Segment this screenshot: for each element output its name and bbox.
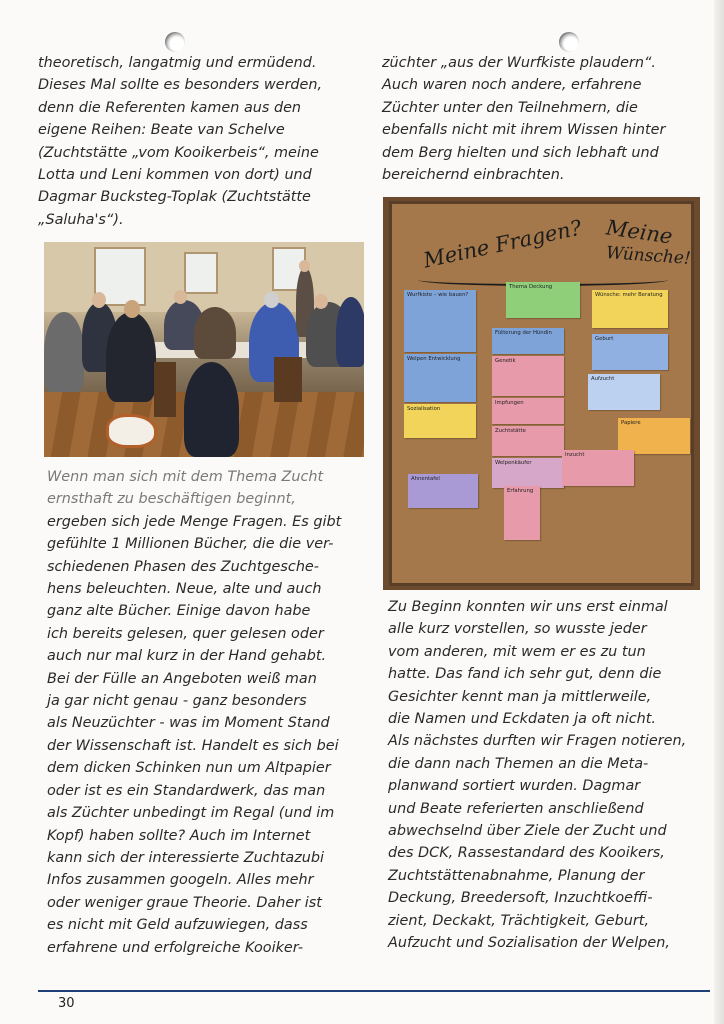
text-line: dem dicken Schinken nun um Altpapier xyxy=(47,760,331,777)
text-line: Dagmar Bucksteg-Toplak (Zuchtstätte xyxy=(38,189,311,206)
text-line: die dann nach Themen an die Meta- xyxy=(388,755,649,772)
photo-dog xyxy=(106,414,157,448)
photo-person xyxy=(194,307,236,359)
text-line: Aufzucht und Sozialisation der Welpen, xyxy=(388,935,670,952)
text-line: Auch waren noch andere, erfahrene xyxy=(382,77,642,94)
text-line: Deckung, Breedersoft, Inzuchtkoeffi- xyxy=(388,890,653,907)
text-line: ganz alte Bücher. Einige davon habe xyxy=(47,603,311,620)
text-line: Zuchtstättenabnahme, Planung der xyxy=(388,867,645,884)
photo-head xyxy=(174,290,187,304)
board-card: Erfahrung xyxy=(504,486,540,540)
text-line: und Beate referierten anschließend xyxy=(388,800,644,817)
board-title-wishes-1: Meine xyxy=(604,215,674,249)
text-line: zient, Deckakt, Trächtigkeit, Geburt, xyxy=(388,912,650,929)
column-right-top xyxy=(382,52,697,186)
text-line: „Saluha's“). xyxy=(38,211,124,228)
text-line: ernsthaft zu beschäftigen beginnt, xyxy=(47,491,296,508)
board-card: Wurfkiste – wie bauen? xyxy=(404,290,476,352)
photo-person xyxy=(106,312,156,402)
text-line: die Namen und Eckdaten ja oft nicht. xyxy=(388,711,656,728)
text-line: Dieses Mal sollte es besonders werden, xyxy=(38,77,323,94)
text-line: Lotta und Leni kommen von dort) und xyxy=(38,167,312,184)
text-line: abwechselnd über Ziele der Zucht und xyxy=(388,823,667,840)
metaplan-board xyxy=(389,201,694,586)
text-line: gefühlte 1 Millionen Bücher, die die ver- xyxy=(47,536,334,553)
text-line: Züchter unter den Teilnehmern, die xyxy=(382,99,638,116)
board-card: Ahnentafel xyxy=(408,474,478,508)
text-line: denn die Referenten kamen aus den xyxy=(38,99,302,116)
text-line: Infos zusammen googeln. Alles mehr xyxy=(47,872,314,889)
board-card: Aufzucht xyxy=(588,374,660,410)
text-line: alle kurz vorstellen, so wusste jeder xyxy=(388,621,647,638)
board-card: Zuchtstätte xyxy=(492,426,564,456)
text-line: ebenfalls nicht mit ihrem Wissen hinter xyxy=(382,122,666,139)
text-line: planwand sortiert wurden. Dagmar xyxy=(388,778,641,795)
photo-person xyxy=(184,362,239,457)
text-line: (Zuchtstätte „vom Kooikerbeis“, meine xyxy=(38,144,319,161)
text-line: kann sich der interessierte Zuchtazubi xyxy=(47,849,325,866)
board-card: Papiere xyxy=(618,418,690,454)
text-line: dem Berg hielten und sich lebhaft und xyxy=(382,144,659,161)
column-left-top xyxy=(38,52,362,231)
text-line: Bei der Fülle an Angeboten weiß man xyxy=(47,670,317,687)
seminar-room-photo xyxy=(44,242,364,457)
text-line: der Wissenschaft ist. Handelt es sich bei xyxy=(47,737,339,754)
board-card: Impfungen xyxy=(492,398,564,424)
board-title-wishes-2: Wünsche! xyxy=(605,243,692,269)
text-line: oder ist es ein Standardwerk, das man xyxy=(47,782,326,799)
text-line: bereichernd einbrachten. xyxy=(382,167,565,184)
photo-person xyxy=(336,297,364,367)
board-card: Thema Deckung xyxy=(506,282,580,318)
text-line: züchter „aus der Wurfkiste plaudern“. xyxy=(382,55,656,71)
board-card: Welpen Entwicklung xyxy=(404,354,476,402)
board-card: Fütterung der Hündin xyxy=(492,328,564,354)
photo-head xyxy=(264,292,279,308)
text-line: vom anderen, mit wem er es zu tun xyxy=(388,643,646,660)
board-card: Wünsche: mehr Beratung xyxy=(592,290,668,328)
text-line: erfahrene und erfolgreiche Kooiker- xyxy=(47,939,304,956)
text-line: des DCK, Rassestandard des Kooikers, xyxy=(388,845,665,862)
page-edge xyxy=(714,0,724,1024)
text-line: hatte. Das fand ich sehr gut, denn die xyxy=(388,666,662,683)
text-line: eigene Reihen: Beate van Schelve xyxy=(38,122,285,139)
text-line: als Züchter unbedingt im Regal (und im xyxy=(47,805,335,822)
photo-head xyxy=(299,260,310,272)
column-right-bottom xyxy=(388,596,708,955)
text-line: hens beleuchten. Neue, alte und auch xyxy=(47,581,322,598)
photo-head xyxy=(314,294,328,309)
photo-chair xyxy=(154,362,176,417)
photo-head xyxy=(92,292,106,308)
column-left-bottom xyxy=(47,466,363,959)
text-line: Zu Beginn konnten wir uns erst einmal xyxy=(388,599,668,615)
text-line: theoretisch, langatmig und ermüdend. xyxy=(38,55,317,71)
photo-person xyxy=(44,312,84,392)
text-line: ich bereits gelesen, quer gelesen oder xyxy=(47,625,324,642)
text-line: auch nur mal kurz in der Hand gehabt. xyxy=(47,648,327,665)
metaplan-board-photo xyxy=(383,197,700,590)
text-line: als Neuzüchter - was im Moment Stand xyxy=(47,715,330,732)
board-card: Welpenkäufer xyxy=(492,458,564,488)
board-card: Genetik xyxy=(492,356,564,396)
board-card: Sozialisation xyxy=(404,404,476,438)
board-card: Inzucht xyxy=(562,450,634,486)
text-line: ergeben sich jede Menge Fragen. Es gibt xyxy=(47,513,342,530)
photo-head xyxy=(124,300,140,318)
text-line: Kopf) haben sollte? Auch im Internet xyxy=(47,827,311,844)
text-line: schiedenen Phasen des Zuchtgesche- xyxy=(47,558,319,575)
photo-chair xyxy=(274,357,302,402)
text-line: ja gar nicht genau - ganz besonders xyxy=(47,693,307,710)
binding-hole-left xyxy=(165,32,185,52)
text-line: Als nächstes durften wir Fragen notieren, xyxy=(388,733,687,750)
photo-window xyxy=(184,252,218,294)
board-card: Geburt xyxy=(592,334,668,370)
text-line: es nicht mit Geld aufzuwiegen, dass xyxy=(47,917,308,934)
footer-rule xyxy=(38,990,710,992)
board-title-questions: Meine Fragen? xyxy=(421,215,584,273)
page-number: 30 xyxy=(58,996,75,1011)
text-line: Wenn man sich mit dem Thema Zucht xyxy=(47,469,324,485)
text-line: Gesichter kennt man ja mittlerweile, xyxy=(388,688,652,705)
text-line: oder weniger graue Theorie. Daher ist xyxy=(47,894,322,911)
binding-hole-right xyxy=(559,32,579,52)
